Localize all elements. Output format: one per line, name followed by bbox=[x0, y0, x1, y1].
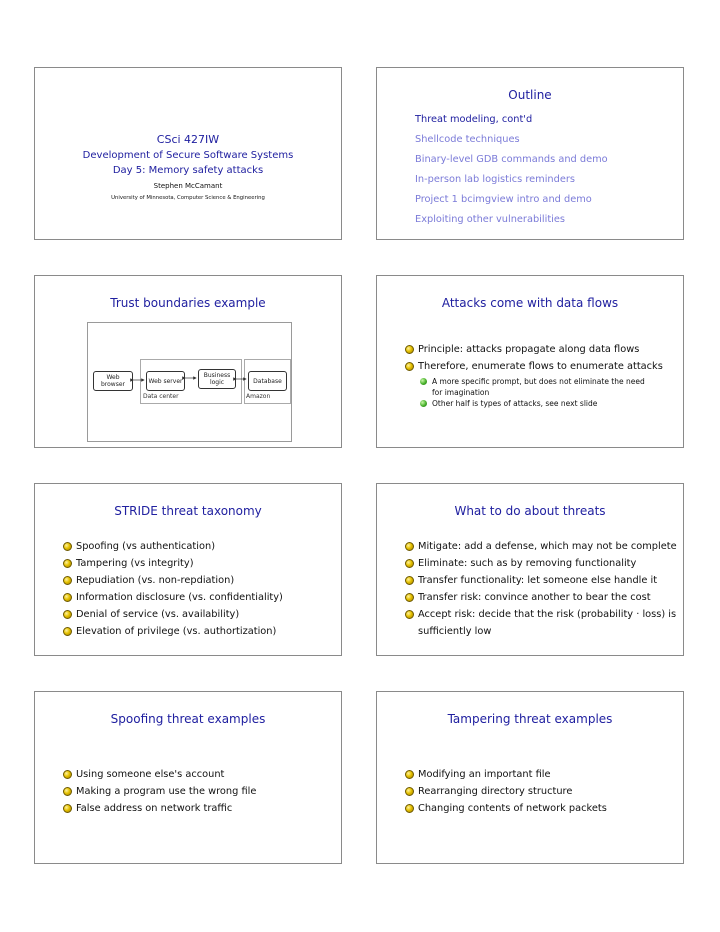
slide-attacks-data-flows bbox=[376, 275, 684, 448]
list-item bbox=[63, 538, 283, 555]
sub-list-item-continuation bbox=[420, 387, 645, 398]
bullet-text: Transfer risk: convince another to bear the cost bbox=[418, 592, 651, 603]
bullet-list bbox=[63, 766, 256, 817]
list-item bbox=[63, 606, 283, 623]
list-item bbox=[63, 766, 256, 783]
outline-item: Project 1 bcimgview intro and demo bbox=[415, 194, 592, 205]
bullet-list bbox=[63, 538, 283, 640]
bullet-text: Information disclosure (vs. confidentiality) bbox=[76, 592, 283, 603]
list-item bbox=[405, 572, 677, 589]
slide-outline bbox=[376, 67, 684, 240]
list-item bbox=[405, 766, 607, 783]
slide-title-text: Tampering threat examples bbox=[447, 712, 613, 726]
data-center-label: Data center bbox=[143, 393, 179, 400]
bullet-text: Accept risk: decide that the risk (probability · loss) is bbox=[418, 609, 677, 620]
bullet-text: Tampering (vs integrity) bbox=[76, 558, 194, 569]
list-item bbox=[63, 572, 283, 589]
bullet-icon bbox=[63, 627, 72, 636]
bullet-text: Spoofing (vs authentication) bbox=[76, 541, 216, 552]
list-item bbox=[405, 589, 677, 606]
slide-title bbox=[34, 67, 342, 240]
bullet-icon bbox=[405, 576, 414, 585]
bullet-icon bbox=[63, 610, 72, 619]
bullet-text: Changing contents of network packets bbox=[418, 803, 607, 814]
list-item bbox=[405, 358, 663, 375]
bullet-text: Transfer functionality: let someone else handle it bbox=[418, 575, 658, 586]
bullet-list bbox=[405, 766, 607, 817]
slide-title-text: Outline bbox=[508, 88, 552, 102]
list-item bbox=[63, 589, 283, 606]
slide-spoofing bbox=[34, 691, 342, 864]
bullet-icon bbox=[405, 770, 414, 779]
bullet-text: Therefore, enumerate flows to enumerate attacks bbox=[418, 361, 663, 372]
bullet-icon bbox=[63, 559, 72, 568]
sub-list-item bbox=[420, 376, 645, 387]
slide-stride bbox=[34, 483, 342, 656]
bullet-icon bbox=[405, 362, 414, 371]
list-item bbox=[405, 783, 607, 800]
list-item-continuation bbox=[405, 623, 677, 640]
sub-bullet-icon bbox=[420, 378, 427, 385]
business-logic-node: Business logic bbox=[198, 369, 236, 389]
bullet-text: Mitigate: add a defense, which may not be complete bbox=[418, 541, 677, 552]
slide-what-to-do bbox=[376, 483, 684, 656]
course-title: CSci 427IW bbox=[156, 133, 220, 146]
bullet-icon bbox=[405, 559, 414, 568]
slide-tampering bbox=[376, 691, 684, 864]
bullet-text: Rearranging directory structure bbox=[418, 786, 573, 797]
slide-title-text: What to do about threats bbox=[454, 504, 606, 518]
database-node: Database bbox=[248, 371, 287, 391]
slide-title-text: STRIDE threat taxonomy bbox=[114, 504, 262, 518]
slide-title-text: Trust boundaries example bbox=[110, 296, 266, 310]
bullet-icon bbox=[63, 542, 72, 551]
bullet-text: sufficiently low bbox=[418, 626, 492, 637]
sub-list-item bbox=[420, 398, 645, 409]
outline-item: Exploiting other vulnerabilities bbox=[415, 214, 566, 225]
bullet-text: Principle: attacks propagate along data flows bbox=[418, 344, 640, 355]
web-server-node: Web server bbox=[146, 371, 185, 391]
course-subtitle: Development of Secure Software Systems bbox=[82, 150, 294, 161]
amazon-label: Amazon bbox=[246, 393, 271, 400]
bullet-icon bbox=[63, 787, 72, 796]
bullet-icon bbox=[63, 593, 72, 602]
bullet-icon bbox=[63, 804, 72, 813]
bullet-icon bbox=[405, 787, 414, 796]
list-item bbox=[63, 623, 283, 640]
bullet-icon bbox=[63, 770, 72, 779]
sub-bullet-list bbox=[420, 376, 645, 409]
connector-arrows bbox=[88, 323, 291, 441]
outline-item: Shellcode techniques bbox=[415, 134, 520, 145]
list-item bbox=[405, 800, 607, 817]
bullet-list bbox=[405, 538, 677, 640]
bullet-text: Using someone else's account bbox=[76, 769, 225, 780]
bullet-text: Denial of service (vs. availability) bbox=[76, 609, 240, 620]
sub-bullet-text: Other half is types of attacks, see next slide bbox=[432, 399, 598, 408]
bullet-icon bbox=[63, 576, 72, 585]
bullet-icon bbox=[405, 345, 414, 354]
sub-bullet-text: A more specific prompt, but does not eliminate the need bbox=[432, 377, 645, 386]
bullet-icon bbox=[405, 593, 414, 602]
bullet-text: Eliminate: such as by removing functionality bbox=[418, 558, 637, 569]
author-affiliation: University of Minnesota, Computer Science & Engineering bbox=[111, 195, 265, 201]
outline-item: Threat modeling, cont'd bbox=[415, 114, 533, 125]
bullet-text: Making a program use the wrong file bbox=[76, 786, 257, 797]
list-item bbox=[405, 341, 663, 358]
list-item bbox=[63, 800, 256, 817]
list-item bbox=[405, 555, 677, 572]
web-browser-node: Web browser bbox=[93, 371, 133, 391]
bullet-text: Modifying an important file bbox=[418, 769, 551, 780]
list-item bbox=[405, 538, 677, 555]
sub-bullet-text: for imagination bbox=[432, 388, 490, 397]
outline-item: In-person lab logistics reminders bbox=[415, 174, 576, 185]
slide-trust-boundaries bbox=[34, 275, 342, 448]
bullet-text: False address on network traffic bbox=[76, 803, 233, 814]
outline-item: Binary-level GDB commands and demo bbox=[415, 154, 608, 165]
bullet-icon bbox=[405, 610, 414, 619]
author-name: Stephen McCamant bbox=[153, 182, 223, 190]
list-item bbox=[63, 783, 256, 800]
sub-bullet-icon bbox=[420, 400, 427, 407]
bullet-text: Repudiation (vs. non-repdiation) bbox=[76, 575, 235, 586]
slide-title-text: Attacks come with data flows bbox=[441, 296, 619, 310]
bullet-text: Elevation of privilege (vs. authortization) bbox=[76, 626, 277, 637]
bullet-list bbox=[405, 341, 663, 375]
list-item bbox=[405, 606, 677, 623]
lecture-title: Day 5: Memory safety attacks bbox=[112, 165, 264, 176]
bullet-icon bbox=[405, 804, 414, 813]
outline-list bbox=[415, 110, 608, 230]
trust-boundary-diagram bbox=[87, 322, 292, 442]
list-item bbox=[63, 555, 283, 572]
bullet-icon bbox=[405, 542, 414, 551]
slide-title-text: Spoofing threat examples bbox=[110, 712, 266, 726]
